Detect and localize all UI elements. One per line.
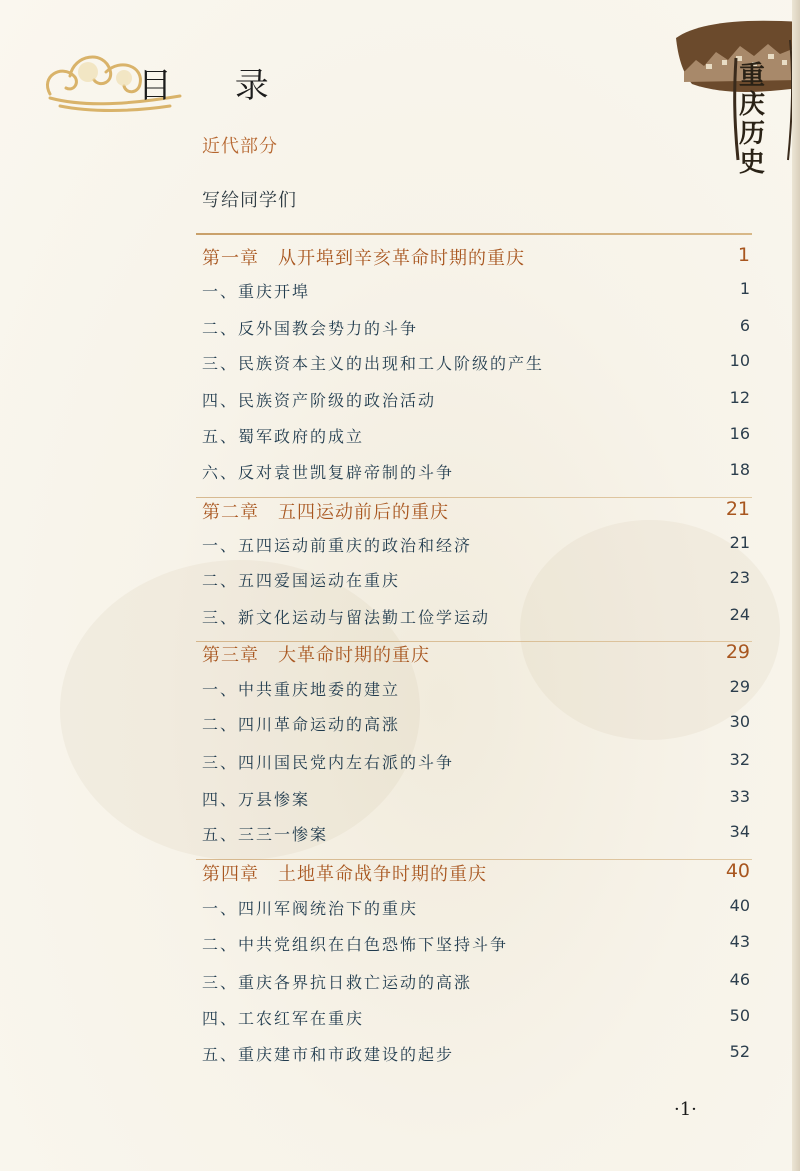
- toc-section-entry[interactable]: [202, 822, 750, 852]
- toc-section-entry[interactable]: [202, 605, 750, 635]
- toc-section-entry[interactable]: [202, 932, 750, 962]
- entry-title: 三、四川国民党内左右派的斗争: [202, 753, 455, 772]
- toc-section-entry[interactable]: [202, 896, 750, 926]
- entry-page-number: 23: [729, 568, 750, 587]
- entry-title: 五、蜀军政府的成立: [202, 427, 365, 446]
- entry-page-number: 30: [729, 712, 750, 731]
- entry-title: 五、重庆建市和市政建设的起步: [202, 1045, 455, 1064]
- toc-chapter-entry[interactable]: [202, 244, 750, 274]
- entry-page-number: 24: [729, 605, 750, 624]
- entry-page-number: 40: [725, 860, 750, 882]
- entry-title: 一、重庆开埠: [202, 282, 311, 301]
- toc-section-entry[interactable]: [202, 1042, 750, 1072]
- entry-title: 二、四川革命运动的高涨: [202, 715, 401, 734]
- entry-title: 第三章 大革命时期的重庆: [202, 645, 430, 666]
- entry-title: 二、五四爱国运动在重庆: [202, 571, 401, 590]
- entry-title: 四、万县惨案: [202, 790, 311, 809]
- entry-page-number: 6: [739, 316, 750, 335]
- entry-page-number: 1: [739, 279, 750, 298]
- toc-chapter-entry[interactable]: [202, 498, 750, 528]
- book-title-banner: 重庆历史: [738, 61, 765, 178]
- page-number: ·1·: [674, 1099, 697, 1120]
- toc-section-entry[interactable]: [202, 677, 750, 707]
- toc-section-entry[interactable]: [202, 970, 750, 1000]
- entry-title: 第二章 五四运动前后的重庆: [202, 502, 449, 523]
- toc-chapter-entry[interactable]: [202, 641, 750, 671]
- toc-section-entry[interactable]: [202, 750, 750, 780]
- toc-section-entry[interactable]: [202, 568, 750, 598]
- page-edge: [792, 0, 800, 1171]
- entry-page-number: 50: [729, 1006, 750, 1025]
- toc-section-entry[interactable]: [202, 712, 750, 742]
- entry-title: 五、三三一惨案: [202, 825, 329, 844]
- entry-title: 第四章 土地革命战争时期的重庆: [202, 864, 487, 885]
- entry-page-number: 29: [729, 677, 750, 696]
- entry-title: 二、反外国教会势力的斗争: [202, 319, 419, 338]
- entry-title: 三、新文化运动与留法勤工俭学运动: [202, 608, 491, 627]
- entry-page-number: 32: [729, 750, 750, 769]
- entry-page-number: 46: [729, 970, 750, 989]
- toc-section-entry[interactable]: [202, 316, 750, 346]
- entry-page-number: 18: [729, 460, 750, 479]
- entry-title: 六、反对袁世凯复辟帝制的斗争: [202, 463, 455, 482]
- entry-title: 三、重庆各界抗日救亡运动的高涨: [202, 973, 473, 992]
- entry-page-number: 40: [729, 896, 750, 915]
- toc-chapter-entry[interactable]: [202, 860, 750, 890]
- entry-page-number: 21: [725, 498, 750, 520]
- entry-title: 一、四川军阀统治下的重庆: [202, 899, 419, 918]
- toc-section-entry[interactable]: [202, 1006, 750, 1036]
- entry-page-number: 16: [729, 424, 750, 443]
- entry-page-number: 34: [729, 822, 750, 841]
- entry-title: 一、五四运动前重庆的政治和经济: [202, 536, 473, 555]
- entry-page-number: 33: [729, 787, 750, 806]
- foreword-link[interactable]: 写给同学们: [202, 190, 297, 211]
- divider: [196, 233, 752, 235]
- entry-title: 四、工农红军在重庆: [202, 1009, 365, 1028]
- entry-title: 一、中共重庆地委的建立: [202, 680, 401, 699]
- entry-page-number: 1: [737, 244, 750, 266]
- entry-page-number: 21: [729, 533, 750, 552]
- toc-section-entry[interactable]: [202, 533, 750, 563]
- toc-section-entry[interactable]: [202, 388, 750, 418]
- toc-section-entry[interactable]: [202, 424, 750, 454]
- entry-page-number: 52: [729, 1042, 750, 1061]
- toc-section-entry[interactable]: [202, 279, 750, 309]
- page-title: 目 录: [138, 66, 295, 106]
- toc-section-entry[interactable]: [202, 351, 750, 381]
- entry-title: 二、中共党组织在白色恐怖下坚持斗争: [202, 935, 509, 954]
- toc-section-entry[interactable]: [202, 460, 750, 490]
- entry-title: 第一章 从开埠到辛亥革命时期的重庆: [202, 248, 525, 269]
- entry-page-number: 12: [729, 388, 750, 407]
- part-heading: 近代部分: [202, 136, 278, 157]
- toc-section-entry[interactable]: [202, 787, 750, 817]
- entry-title: 四、民族资产阶级的政治活动: [202, 391, 437, 410]
- entry-title: 三、民族资本主义的出现和工人阶级的产生: [202, 354, 545, 373]
- entry-page-number: 10: [729, 351, 750, 370]
- entry-page-number: 43: [729, 932, 750, 951]
- entry-page-number: 29: [725, 641, 750, 663]
